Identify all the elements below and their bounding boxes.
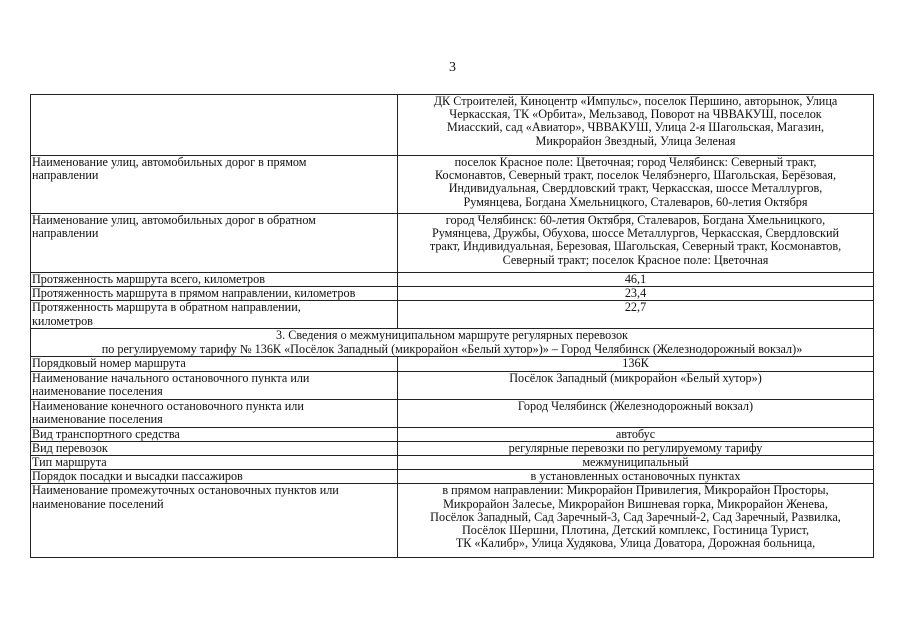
- table-row: [31, 273, 874, 287]
- table-row: [31, 371, 874, 399]
- value-line: Северный тракт; поселок Красное поле: Цветочная: [502, 252, 769, 267]
- boarding-order-value: в установленных остановочных пунктах: [398, 470, 874, 484]
- forward-streets-value: [398, 156, 874, 214]
- table-row: [31, 484, 874, 558]
- end-stop-value: Город Челябинск (Железнодорожный вокзал): [398, 399, 874, 427]
- row-label: Тип маршрута: [31, 456, 398, 470]
- transport-kind-value: регулярные перевозки по регулируемому тарифу: [398, 441, 874, 455]
- label-line: Наименование улиц, автомобильных дорог в прямом: [32, 155, 307, 169]
- label-line: наименование поселения: [32, 383, 163, 398]
- value-line: Посёлок Шершни, Плотина, Детский комплекс, Гостиница Турист,: [461, 523, 809, 538]
- row-label: [31, 371, 398, 399]
- value-line: Румянцева, Богдана Хмельницкого, Сталеваров, 60-летия Октября: [463, 194, 808, 209]
- table-row: [31, 287, 874, 301]
- total-length-value: 46,1: [398, 273, 874, 287]
- row-label: Протяженность маршрута всего, километров: [31, 273, 398, 287]
- start-stop-value: Посёлок Западный (микрорайон «Белый хутор»): [398, 371, 874, 399]
- route-info-table: [30, 94, 874, 558]
- table-row: [31, 470, 874, 484]
- row-label: Вид транспортного средства: [31, 427, 398, 441]
- label-line: километров: [32, 313, 93, 328]
- table-row: [31, 301, 874, 329]
- label-line: направлении: [32, 226, 99, 241]
- reverse-streets-value: [398, 214, 874, 273]
- row-label: [31, 95, 398, 156]
- intermediate-stops-value: [398, 484, 874, 558]
- table-row: [31, 214, 874, 273]
- section-line: по регулируемому тарифу № 136К «Посёлок Западный (микрорайон «Белый хутор»)» – Город Челябинск (Железнодорожный вокзал)»: [101, 341, 803, 356]
- row-label: [31, 484, 398, 558]
- section-header-row: [31, 329, 874, 357]
- table-row: [31, 441, 874, 455]
- value-line: Космонавтов, Северный тракт, поселок Челябэнерго, Шагольская, Берёзовая,: [434, 168, 837, 183]
- value-line: поселок Красное поле: Цветочная; город Челябинск: Северный тракт,: [454, 155, 817, 169]
- row-label: [31, 301, 398, 329]
- table-row: [31, 427, 874, 441]
- label-line: Наименование промежуточных остановочных пунктов или: [32, 483, 339, 498]
- row-label: [31, 156, 398, 214]
- value-line: Миасский, сад «Авиатор», ЧВВАКУШ, Улица 2-я Шагольская, Магазин,: [446, 120, 825, 135]
- table-row: [31, 95, 874, 156]
- label-line: Протяженность маршрута в обратном направлении,: [32, 300, 301, 315]
- row-label: [31, 399, 398, 427]
- value-line: Черкасская, ТК «Орбита», Мельзавод, Поворот на ЧВВАКУШ, поселок: [449, 107, 822, 122]
- row-label: Порядковый номер маршрута: [31, 357, 398, 371]
- reverse-length-value: 22,7: [398, 301, 874, 329]
- value-line: Микрорайон Звездный, Улица Зеленая: [535, 133, 736, 148]
- value-line: ТК «Калибр», Улица Худякова, Улица Доватора, Дорожная больница,: [455, 536, 816, 551]
- label-line: Наименование улиц, автомобильных дорог в обратном: [32, 213, 316, 227]
- route-number-value: 136К: [398, 357, 874, 371]
- table-row: [31, 399, 874, 427]
- table-row: [31, 456, 874, 470]
- label-line: направлении: [32, 168, 99, 183]
- label-line: Наименование начального остановочного пункта или: [32, 371, 310, 385]
- table-row: [31, 357, 874, 371]
- value-line: Посёлок Западный, Сад Заречный-3, Сад Заречный-2, Сад Заречный, Развилка,: [430, 509, 841, 524]
- value-line: тракт, Индивидуальная, Березовая, Шагольская, Северный тракт, Космонавтов,: [429, 239, 842, 254]
- section-heading: [31, 329, 874, 357]
- value-line: в прямом направлении: Микрорайон Привилегия, Микрорайон Просторы,: [442, 483, 829, 498]
- label-line: наименование поселений: [32, 496, 164, 511]
- value-line: ДК Строителей, Киноцентр «Импульс», поселок Першино, авторынок, Улица: [433, 94, 838, 108]
- row-label: Вид перевозок: [31, 441, 398, 455]
- value-line: город Челябинск: 60-летия Октября, Сталеваров, Богдана Хмельницкого,: [445, 213, 826, 227]
- forward-length-value: 23,4: [398, 287, 874, 301]
- value-line: Индивидуальная, Свердловский тракт, Черкасская, шоссе Металлургов,: [448, 181, 823, 196]
- row-label: [31, 214, 398, 273]
- label-line: Наименование конечного остановочного пункта или: [32, 399, 304, 413]
- value-line: Румянцева, Дружбы, Обухова, шоссе Металлургов, Черкасская, Свердловский: [431, 226, 840, 241]
- value-line: Микрорайон Залесье, Микрорайон Вишневая горка, Микрорайон Женева,: [443, 496, 828, 511]
- row-label: Протяженность маршрута в прямом направлении, километров: [31, 287, 398, 301]
- row-label: Порядок посадки и высадки пассажиров: [31, 470, 398, 484]
- route-type-value: межмуниципальный: [398, 456, 874, 470]
- intermediate-stops-continued: [398, 95, 874, 156]
- section-line: 3. Сведения о межмуниципальном маршруте регулярных перевозок: [276, 328, 628, 343]
- page-number: 3: [449, 60, 456, 75]
- vehicle-type-value: автобус: [398, 427, 874, 441]
- label-line: наименование поселения: [32, 411, 163, 426]
- table-row: [31, 156, 874, 214]
